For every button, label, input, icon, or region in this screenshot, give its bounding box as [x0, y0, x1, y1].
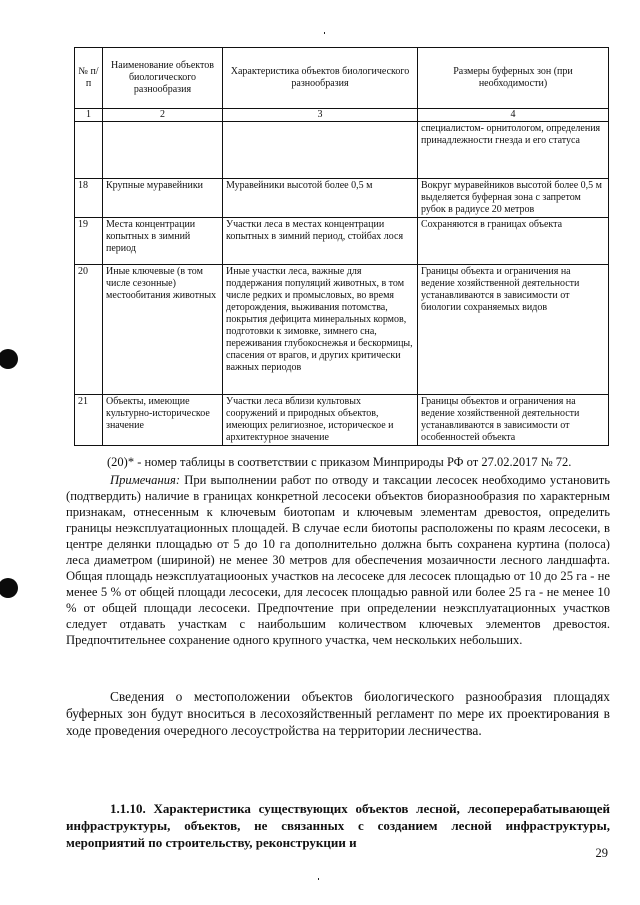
- row-number: 18: [75, 179, 103, 218]
- table-row: [75, 395, 609, 446]
- header-object-name: Наименование объектов биологического разнообразия: [103, 48, 223, 109]
- column-number: 4: [418, 109, 609, 122]
- row-characteristic: Иные участки леса, важные для поддержания популяций животных, в том числе редких и промысловых, во время деторождения, выживания потомства, покрытия дефицита минеральных кормов, подготовки к зимовке, зимнего сна, переживания глубокоснежья и бескормицы, спасения от врагов, и других критически важных периодов: [223, 265, 418, 395]
- header-buffer-zone: Размеры буферных зон (при необходимости): [418, 48, 609, 109]
- row-buffer-zone: Границы объекта и ограничения на ведение хозяйственной деятельности устанавливаются в зависимости от биологии сохраняемых видов: [418, 265, 609, 395]
- table-row: [75, 265, 609, 395]
- binder-hole-bottom: [0, 578, 18, 598]
- table-row: [75, 218, 609, 265]
- table-header-row: [75, 48, 609, 109]
- row-number: [75, 122, 103, 179]
- row-object-name: Места концентрации копытных в зимний период: [103, 218, 223, 265]
- row-characteristic: [223, 122, 418, 179]
- notes-paragraph: [66, 472, 610, 648]
- biodiversity-table: [74, 47, 609, 446]
- row-number: 19: [75, 218, 103, 265]
- binder-hole-top: [0, 349, 18, 369]
- section-heading: 1.1.10. Характеристика существующих объектов лесной, лесоперерабатывающей инфраструктуры, объектов, не связанных с созданием лесной инфраструктуры, мероприятий по строительству, реконструкции и: [66, 801, 610, 850]
- row-buffer-zone: Сохраняются в границах объекта: [418, 218, 609, 265]
- row-characteristic: Участки леса вблизи культовых сооружений и природных объектов, имеющих религиозное, историческое и архитектурное значение: [223, 395, 418, 446]
- row-number: 21: [75, 395, 103, 446]
- row-buffer-zone: специалистом- орнитологом, определения принадлежности гнезда и его статуса: [418, 122, 609, 179]
- row-object-name: Крупные муравейники: [103, 179, 223, 218]
- table-row: [75, 179, 609, 218]
- row-number: 20: [75, 265, 103, 395]
- column-number: 3: [223, 109, 418, 122]
- row-characteristic: Участки леса в местах концентрации копытных в зимний период, стойбах лося: [223, 218, 418, 265]
- notes-lead: Примечания:: [110, 473, 181, 487]
- row-buffer-zone: Вокруг муравейников высотой более 0,5 м выделяется буферная зона с запретом рубок в радиусе 20 метров: [418, 179, 609, 218]
- row-object-name: [103, 122, 223, 179]
- header-characteristic: Характеристика объектов биологического разнообразия: [223, 48, 418, 109]
- table-row: [75, 122, 609, 179]
- column-number: 1: [75, 109, 103, 122]
- row-characteristic: Муравейники высотой более 0,5 м: [223, 179, 418, 218]
- scan-speck: [324, 32, 325, 34]
- notes-text: При выполнении работ по отводу и таксации лесосек необходимо установить (подтвердить) наличие в границах конкретной лесосеки объектов биоразнообразия по характерным признакам, отнесенным к ключевым биотопам и ключевым элементам древостоя, определить границы неэксплуатационных площадей. В случае если биотопы расположены по краям лесосеки, в центре делянки площадью от 5 до 10 га дополнительно должна быть сохранена куртина (полоса) леса диаметром (шириной) не менее 30 метров для обеспечения мозаичности лесного ландшафта. Общая площадь неэксплуатациооных участков на лесосеке для лесосек площадью от 10 до 25 га - не менее 5 % от общей площади лесосеки, для лесосек площадью равной или более 25 га - не менее 10 % от общей площади лесосеки. Предпочтение при определении неэксплуатационных участков следует отдавать участкам с наибольшим количеством ключевых элементов древостоя. Предпочтительнее сохранение одного крупного участка, чем нескольких небольших.: [66, 473, 610, 647]
- row-object-name: Иные ключевые (в том числе сезонные) местообитания животных: [103, 265, 223, 395]
- table-footnote: (20)* - номер таблицы в соответствии с приказом Минприроды РФ от 27.02.2017 № 72.: [107, 455, 572, 469]
- header-number: № п/п: [75, 48, 103, 109]
- row-buffer-zone: Границы объектов и ограничения на ведение хозяйственной деятельности устанавливаются в зависимости от особенностей объекта: [418, 395, 609, 446]
- column-number-row: [75, 109, 609, 122]
- column-number: 2: [103, 109, 223, 122]
- row-object-name: Объекты, имеющие культурно-историческое значение: [103, 395, 223, 446]
- page-number: 29: [595, 846, 608, 860]
- scan-speck: [318, 878, 319, 880]
- info-paragraph: Сведения о местоположении объектов биологического разнообразия площадях буферных зон будут вноситься в лесохозяйственный регламент по мере их проектирования в ходе проведения очередного лесоустройства на территории лесничества.: [66, 689, 610, 738]
